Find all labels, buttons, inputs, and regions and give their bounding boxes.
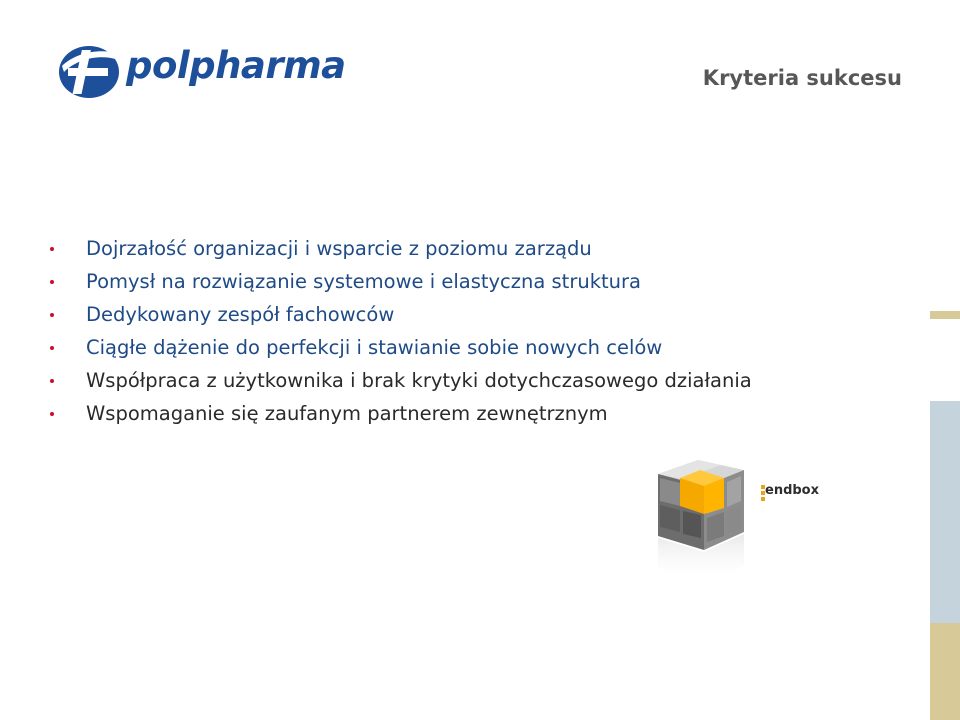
polpharma-cross-globe-icon <box>58 40 124 100</box>
bullet-text: Wspomaganie się zaufanym partnerem zewnętrznym <box>86 402 608 425</box>
bullet-marker <box>50 346 54 350</box>
slide-title: Kryteria sukcesu <box>702 66 902 90</box>
decorative-stripe <box>930 623 960 720</box>
logo-wordmark: polpharma <box>126 44 346 87</box>
bullet-marker <box>50 412 54 416</box>
bullet-text: Współpraca z użytkownika i brak krytyki dotychczasowego działania <box>86 369 752 392</box>
endbox-logo <box>648 456 838 586</box>
bullet-item <box>50 333 752 366</box>
endbox-wordmark: endbox <box>765 483 819 498</box>
decorative-stripe <box>930 311 960 319</box>
decorative-stripe <box>930 401 960 623</box>
bullet-item <box>50 267 752 300</box>
bullet-item <box>50 366 752 399</box>
bullet-marker <box>50 379 54 383</box>
polpharma-logo <box>58 40 348 100</box>
bullet-marker <box>50 280 54 284</box>
cube-icon <box>648 456 760 584</box>
bullet-text: Dedykowany zespół fachowców <box>86 303 395 326</box>
bullet-item <box>50 399 752 432</box>
bullet-marker <box>50 313 54 317</box>
bullet-item <box>50 234 752 267</box>
bullet-item <box>50 300 752 333</box>
bullet-text: Dojrzałość organizacji i wsparcie z poziomu zarządu <box>86 237 592 260</box>
bullet-text: Pomysł na rozwiązanie systemowe i elastyczna struktura <box>86 270 641 293</box>
bullet-marker <box>50 247 54 251</box>
bullet-list <box>50 234 752 432</box>
bullet-text: Ciągłe dążenie do perfekcji i stawianie sobie nowych celów <box>86 336 663 359</box>
